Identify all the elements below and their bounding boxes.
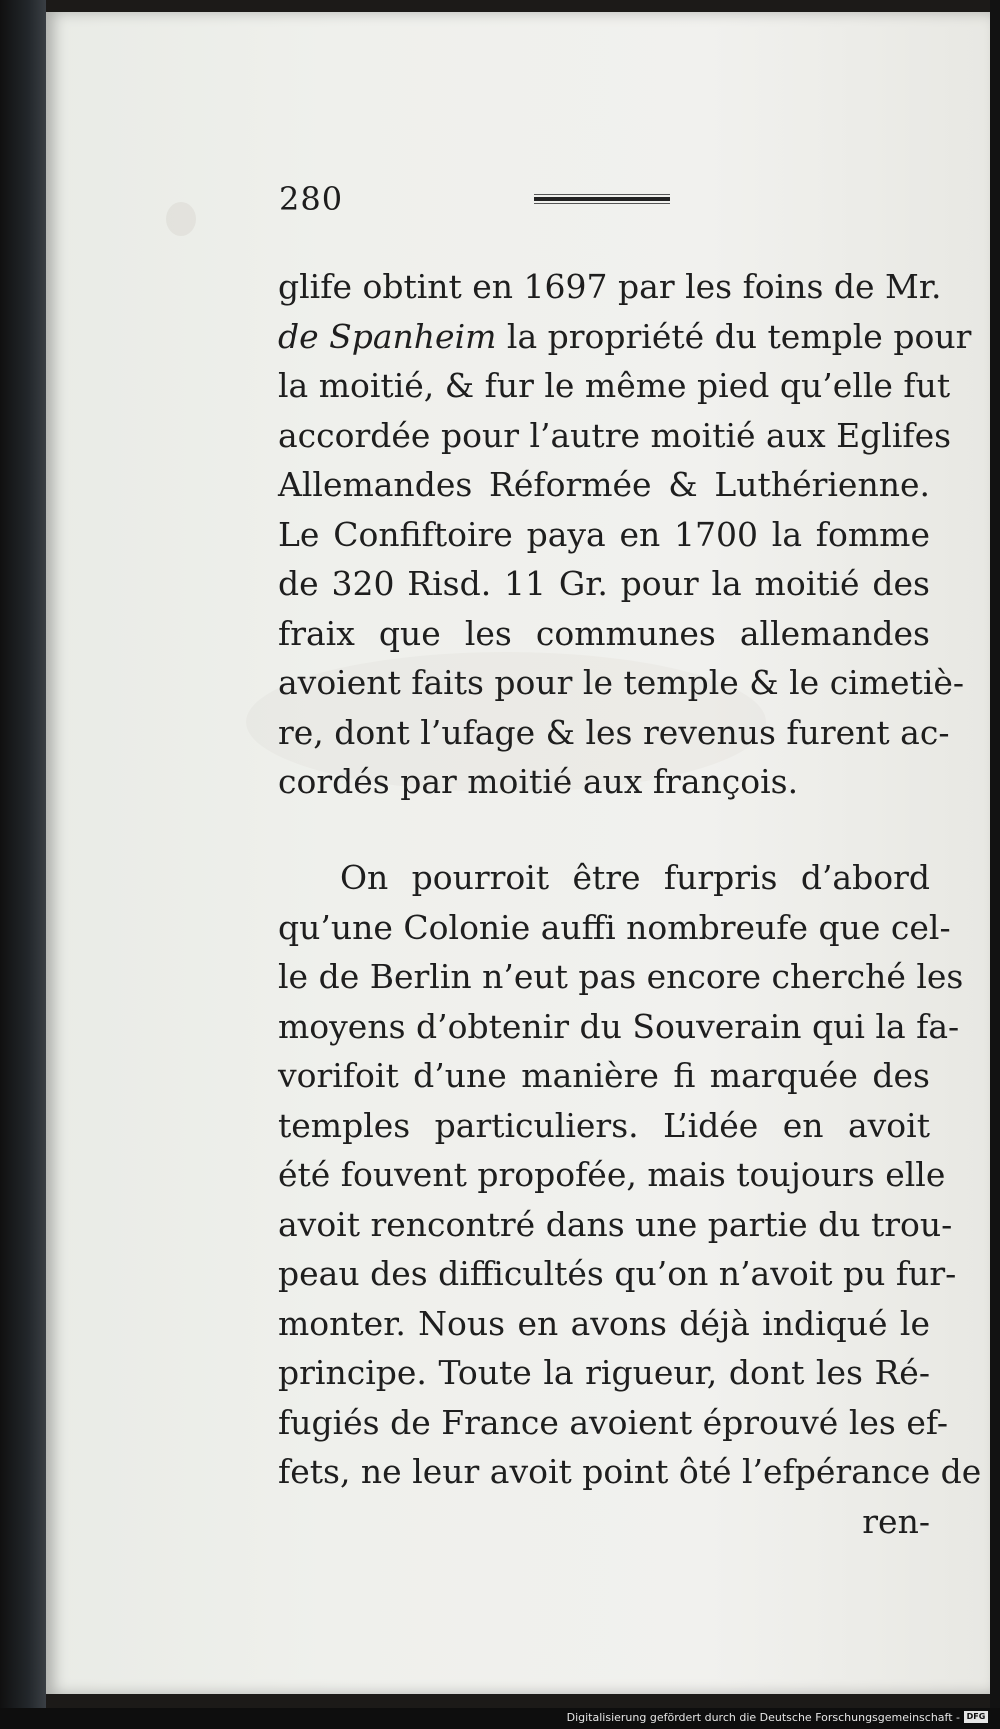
paragraph-1 bbox=[278, 262, 972, 807]
text-line-segment: Le Confiftoire paya en 1700 la fomme bbox=[278, 514, 930, 554]
text-line: On pourroit être furpris d’abord bbox=[340, 858, 930, 897]
header-rule-thick bbox=[534, 197, 670, 201]
digitization-credit: Digitalisierung gefördert durch die Deutsche Forschungsgemeinschaft - bbox=[566, 1711, 960, 1724]
text-line bbox=[278, 262, 942, 312]
text-line: vorifoit d’une manière fi marquée des bbox=[278, 1056, 930, 1095]
dfg-logo: DFG bbox=[964, 1711, 988, 1723]
text-line: qu’une Colonie auffi nombreufe que cel- bbox=[278, 907, 951, 947]
text-line-segment: de 320 Risd. 11 Gr. pour la moitié des bbox=[278, 564, 930, 603]
text-line bbox=[278, 510, 930, 560]
text-line: principe. Toute la rigueur, dont les Ré- bbox=[278, 1353, 930, 1392]
text-line-segment: Allemandes Réformée & Luthérienne. bbox=[278, 465, 930, 504]
text-line bbox=[278, 411, 952, 461]
text-line-segment: re, dont l’ufage & les revenus furent ac- bbox=[278, 712, 950, 752]
text-line bbox=[278, 609, 930, 659]
catchword: ren- bbox=[862, 1501, 930, 1541]
text-line: monter. Nous en avons déjà indiqué le bbox=[278, 1303, 930, 1343]
text-line-segment: avoient faits pour le temple & le cimetiè- bbox=[278, 663, 965, 702]
header-rule bbox=[534, 194, 670, 203]
text-line bbox=[278, 312, 972, 362]
text-line-segment: glife obtint en 1697 par les foins de Mr. bbox=[278, 267, 942, 306]
text-line: moyens d’obtenir du Souverain qui la fa- bbox=[278, 1006, 960, 1046]
text-line: été fouvent propofée, mais toujours elle bbox=[278, 1155, 946, 1194]
text-line: fugiés de France avoient éprouvé les ef- bbox=[278, 1402, 949, 1442]
text-line bbox=[278, 361, 951, 411]
paragraph-2 bbox=[278, 853, 982, 1546]
header-rule-thin-bottom bbox=[534, 203, 670, 204]
italic-name: de Spanheim bbox=[278, 316, 497, 356]
book-spine-edge bbox=[0, 0, 46, 1729]
text-line: peau des difficultés qu’on n’avoit pu fur- bbox=[278, 1254, 957, 1293]
text-line bbox=[278, 658, 965, 708]
text-line-segment: accordée pour l’autre moitié aux Eglifes bbox=[278, 415, 952, 455]
page-number: 280 bbox=[279, 180, 344, 218]
text-line-segment: la propriété du temple pour bbox=[496, 316, 972, 356]
header-rule-thin-top bbox=[534, 194, 670, 195]
text-line: fets, ne leur avoit point ôté l’efpérance de bbox=[278, 1452, 982, 1491]
text-line bbox=[278, 757, 930, 807]
text-line bbox=[278, 559, 930, 609]
text-line-segment: la moitié, & fur le même pied qu’elle fut bbox=[278, 366, 951, 405]
page-stain bbox=[166, 202, 196, 236]
text-line bbox=[278, 460, 930, 510]
scan-right-border bbox=[990, 0, 1000, 1729]
text-line-segment: cordés par moitié aux françois. bbox=[278, 762, 799, 801]
text-line bbox=[278, 708, 950, 758]
text-line: avoit rencontré dans une partie du trou- bbox=[278, 1204, 953, 1244]
text-line-segment: fraix que les communes allemandes bbox=[278, 613, 930, 653]
text-line: le de Berlin n’eut pas encore cherché les bbox=[278, 957, 964, 996]
text-line: temples particuliers. L’idée en avoit bbox=[278, 1105, 930, 1145]
